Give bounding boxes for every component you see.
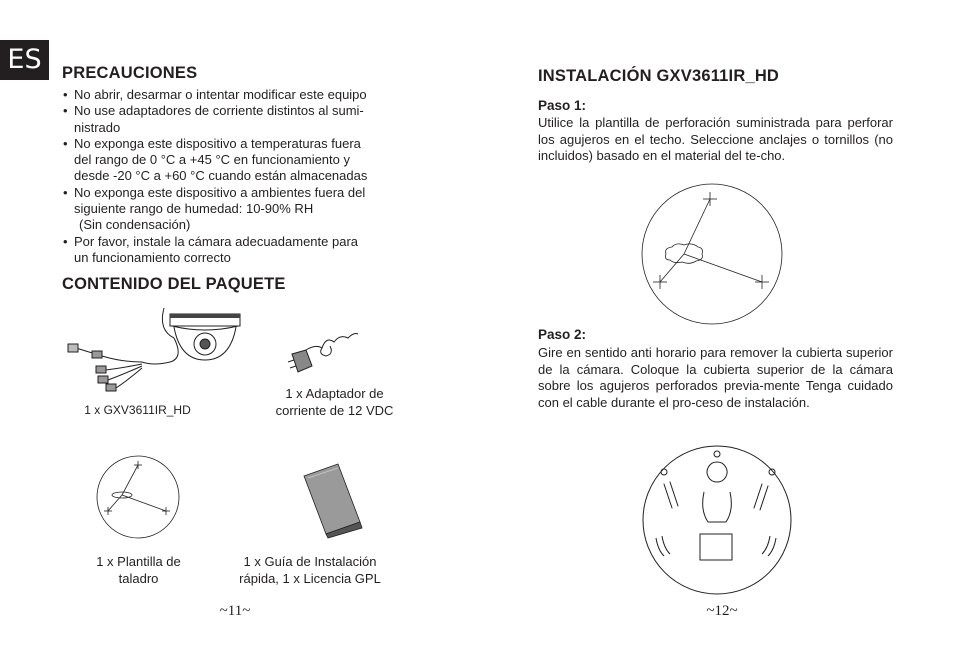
dome-camera-icon — [62, 300, 252, 400]
list-item — [62, 185, 422, 234]
drill-template-icon — [642, 184, 782, 324]
step1-text: Utilice la plantilla de perforación suministrada para perforar los agujeros en el techo. Seleccione anclajes o tornillos (no incluidos) basado en el material del te-cho. — [538, 115, 893, 163]
template-caption — [80, 554, 197, 587]
step2-text: Gire en sentido anti horario para remover la cubierta superior de la cámara. Coloque la cubierta superior de la cámara sobre los agujeros perforados previa-mente Tenga cuidado con el cable durante el pro-ceso de instalación. — [538, 345, 893, 410]
guide-caption — [220, 554, 400, 587]
caption-line: rápida, 1 x Licencia GPL — [239, 570, 381, 586]
quick-guide-icon — [300, 462, 370, 538]
list-item-line: Por favor, instale la cámara adecuadamente para — [74, 233, 359, 249]
list-item-line: un funcionamiento correcto — [74, 249, 231, 265]
camera-caption: 1 x GXV3611IR_HD — [84, 403, 191, 417]
caption-line: 1 x Adaptador de — [285, 386, 384, 401]
list-item-line: No abrir, desarmar o intentar modificar este equipo — [74, 87, 367, 102]
step1-title: Paso 1: — [538, 98, 587, 113]
list-item — [62, 136, 422, 185]
precautions-list — [62, 87, 422, 266]
drill-template-icon — [96, 455, 180, 539]
precautions-heading: PRECAUCIONES — [62, 64, 198, 82]
list-item-line: No exponga este dispositivo a temperaturas fuera — [74, 135, 361, 151]
list-item-line: desde -20 °C a +60 °C cuando están almacenadas — [74, 168, 368, 184]
package-heading: CONTENIDO DEL PAQUETE — [62, 275, 286, 293]
caption-line: 1 x Plantilla de — [96, 554, 181, 569]
page-number-left: ~11~ — [219, 603, 251, 619]
installation-heading: INSTALACIÓN GXV3611IR_HD — [538, 67, 780, 85]
list-item-line: siguiente rango de humedad: 10-90% RH — [74, 201, 314, 217]
power-adapter-icon — [282, 324, 362, 384]
list-item-line: nistrado — [74, 119, 121, 135]
list-item-line: (Sin condensación) — [79, 217, 191, 233]
step2-title: Paso 2: — [538, 327, 587, 342]
caption-line: 1 x Guía de Instalación — [243, 554, 377, 569]
list-item — [62, 87, 422, 103]
caption-line: taladro — [118, 570, 159, 586]
list-item-line: No use adaptadores de corriente distintos al sumi- — [74, 103, 364, 119]
mounting-plate-icon — [642, 440, 792, 595]
page-number-right: ~12~ — [706, 603, 738, 619]
list-item-line: del rango de 0 °C a +45 °C en funcionamiento y — [74, 152, 350, 168]
adapter-caption — [262, 386, 407, 419]
language-tab: ES — [0, 40, 49, 80]
list-item — [62, 234, 422, 267]
caption-line: corriente de 12 VDC — [275, 402, 394, 418]
list-item — [62, 103, 422, 136]
list-item-line: No exponga este dispositivo a ambientes fuera del — [74, 184, 366, 200]
